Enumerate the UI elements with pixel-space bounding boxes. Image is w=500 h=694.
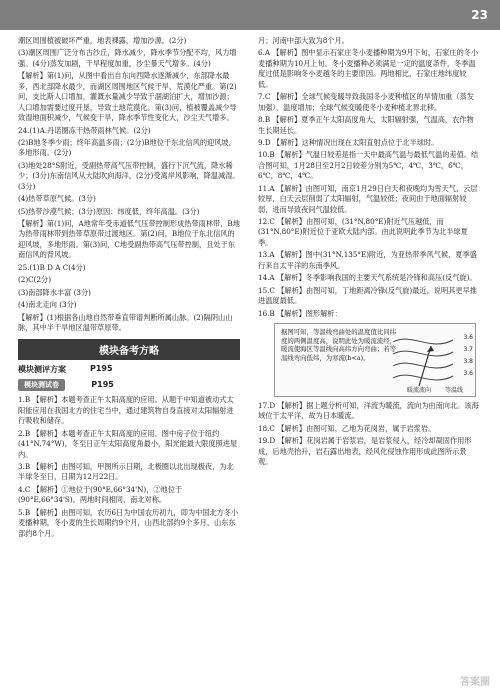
isotherm-line [393, 375, 453, 380]
isotherm-label: 3.6 [463, 369, 473, 377]
isotherm-line [393, 351, 453, 356]
answer-item: 19.D 【解析】花岗岩属于岩浆岩，是岩浆侵入，经冷却凝固作用形成，后地壳抬升，岩石露出地表，经风化侵蚀作用形成此图所示景观。 [258, 436, 472, 467]
isotherm-line [393, 363, 453, 368]
left-item: (3)南部降水丰富 (3分) [18, 287, 91, 297]
right-column [258, 36, 480, 470]
sub-title: 模块测评方案 [18, 365, 66, 375]
answer-item: 8.B 【解析】夏季正午太阳高度角大，太阳辐射强，气温高，农作物生长期延长。 [258, 115, 474, 135]
isotherm-diagram [391, 328, 471, 392]
answer-item: 13.A 【解析】图中(31°N,135°E)附近，为亚热带季风气候，夏季盛行来自太平洋的东南季风。 [258, 250, 477, 270]
current-arrowhead [427, 346, 434, 352]
test-badge: 模块测试卷 [18, 379, 65, 391]
answer-item: 2.B 【解析】本题考查正午太阳高度的应用。图中房子位于纽约(41°N,74°W)，冬至日正午太阳高度角最小，阳光能最大限度照进屋内。 [18, 428, 238, 459]
left-item: (3)地处28°S附近，受副热带高气压带控制，盛行下沉气流，降水稀少；(3分)东南信风从大陆吹向海洋，(2分)受离岸风影响，降温减湿。(3分) [18, 160, 240, 191]
isotherm-label: 3.8 [463, 357, 473, 365]
answer-item: 1.B 【解析】本题考查正午太阳高度的应用。从题干中知道被动式太阳能应用在我国北方的住宅当中，通过建筑物自身直接对太阳辐射进行吸收和储存。 [18, 395, 234, 426]
left-item: (3)潮区周围广泛分布古沙丘，降水减少，降水季节分配不均，风力增强。(4分)蒸发加剧，干旱程度加重，沙尘暴天气增多。(4分) [18, 48, 237, 68]
answer-item: 17.D 【解析】据上题分析可知，洋流为暖流，流向为由南向北。该海域位于太平洋，故为日本暖流。 [258, 400, 479, 421]
answer-item: 4.C 【解析】①地位于(90°E,66°34'N)，②地位于(90°E,66°34'S)。两地时间相同，南北对称。 [18, 484, 183, 505]
answer-item: 15.C 【解析】由图可知，丁地距离冷锋(反气旋)最近，说明其更早推进温度最低。 [258, 285, 477, 306]
legend-isotherm: 等温线 [445, 386, 464, 394]
badge-page: P195 [91, 380, 114, 390]
sub-heading [18, 364, 240, 375]
left-item: 25.(1)B D A C(4分) [18, 262, 86, 272]
sub-page: P195 [90, 364, 113, 374]
left-item: (2)B地冬季少雨；终年高温多雨；(2分)B地位于东北信风的迎风坡，多地形雨。(2分) [18, 137, 236, 158]
left-item: 【解析】第(1)问，A地常年受赤道低气压带控制形成热带雨林带，B地为热带雨林带到热带草原带过渡地区。第(2)问，B地位于东北信风的迎风坡，多地形雨。第(3)问，C地受副热带高气压带控制，且处于东南信风的背风坡。 [18, 219, 240, 260]
answer-item: 18.C 【解析】由图可知，乙地为花岗岩，属于岩浆岩。 [258, 423, 436, 433]
left-item: 【解析】(1)根据各山地自然带垂直带谱判断所属山脉。(2)隔阴山山脉，其中半干旱地区温带草原带。 [18, 312, 233, 332]
left-item: (4)热带草原气候。(3分) [18, 194, 96, 204]
answer-item: 9.D 【解析】这种情况出现在太阳直射点位于北半球时。 [258, 137, 439, 147]
answer-item: 16.B 【解析】图形解析： [258, 308, 342, 318]
figure-note: 据图可知，等温线弯曲处的温度值比同纬度的两侧温度高，说明此处为暖流流经，暖流使海区等温线向高纬方向弯曲；若等温线弯向低纬，为寒流(b<a)。 [281, 327, 397, 362]
answer-item: 12.C 【解析】由图可知，(31°N,80°E)附近气压越低，而(31°N,80°E)附近位于亚欧大陆内部。由此说明此季节为北半球夏季。 [258, 217, 468, 247]
left-item: 【解析】第(1)问，从图中看出自东向西降水逐渐减少，东部降水最多，西北部降水最少，而湖区周围地区气候干旱，荒漠化严重。第(2)问，支比斯人口增加，灌溉水量减少导致干涸湖泊扩大，增加沙源；人口增加需要过度开垦，导致土地荒漠化。第(3)问，植被覆盖减少导致湿地面积减少，气候变干旱，降水季节性变化大，沙尘天气增多。 [18, 71, 237, 123]
isotherm-label: 3.7 [463, 345, 473, 353]
answer-item: 11.A 【解析】由图可知，南京1月29日白天和夜晚均为雪天气，云层较厚，白天云层削弱了太阳辐射，气温较低；夜间由于地面辐射较弱，进而导致夜间气温较低。 [258, 183, 478, 214]
section-banner: 模块备考方略 [18, 339, 240, 360]
left-item: 潮区周围植被破坏严重，地表裸露，增加沙源。(2分) [18, 36, 187, 45]
isotherm-label: 3.6 [463, 333, 473, 341]
isotherm-figure [274, 323, 476, 397]
left-item: (2)C(2分) [18, 275, 52, 285]
top-bar [0, 0, 500, 30]
answer-item: 3.B 【解析】由图可知，甲图所示日期，北极圈以北出现极夜，为北半球冬至日，日期为12月22日。 [18, 462, 234, 482]
isotherm-line [393, 339, 453, 344]
left-item: (5)热带沙漠气候；(3分)原因：纬度低，终年高温。(3分) [18, 206, 200, 216]
answer-item: 14.A 【解析】冬季影响我国的主要天气系统是冷锋和高压(反气旋)。 [258, 273, 477, 283]
left-column [18, 36, 240, 541]
watermark-logo: 答案圈 [460, 677, 490, 688]
answer-item: 7.C 【解析】全球气候变暖导致我国冬小麦种植区的旱情加重（蒸发加强），温度增加；全球气候变暖使冬小麦种植北界北移。 [258, 92, 474, 112]
answer-item: 5.B 【解析】由图可知，农历6日为中国农历初九，即为中国北方冬小麦播种期，冬小麦的生长周期约9个月，山西北部约9个多月，山东东部约8个月。 [18, 507, 239, 538]
left-item: 24.(1)A.丹诺圈冻干热带雨林气候。(2分) [18, 125, 151, 135]
left-item: (4)南北走向 (3分) [18, 300, 77, 310]
answer-item: 月；河南中部大致为8个月。 [258, 36, 349, 45]
answer-item: 10.B 【解析】气温日较差是指一天中最高气温与最低气温的差值。结合图可知，1月28日至2月2日较差分别为5℃，4℃，3℃，6℃，6℃，8℃，4℃。 [258, 150, 479, 181]
legend-warm-current: 暖流流向 [407, 386, 432, 394]
answer-item: 6.A 【解析】图中显示石家庄冬小麦播种期为9月下旬，石家庄的冬小麦播种期为10月上旬。冬小麦播种必须满足一定的温度条件，冬季温度过低是影响冬小麦越冬的主要原因。两地相比，石家庄地纬度较低。 [258, 48, 479, 89]
page-number: 23 [471, 8, 488, 22]
